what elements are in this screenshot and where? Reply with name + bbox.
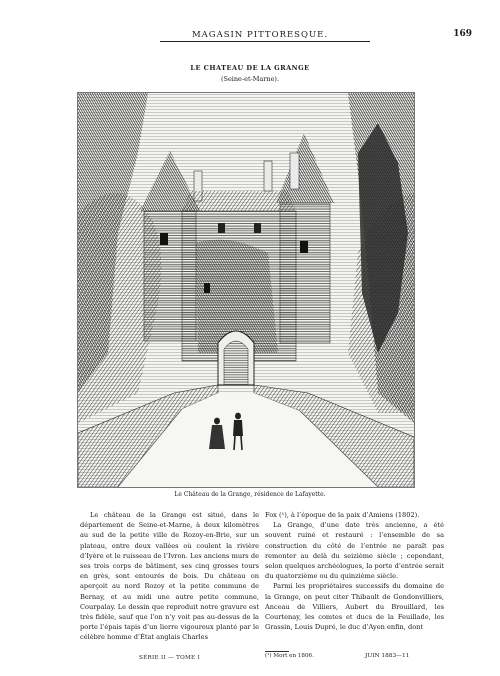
article-title: LE CHATEAU DE LA GRANGE — [190, 64, 310, 72]
paragraph-right-3: Parmi les propriétaires successifs du domaine de la Grange, on peut citer Thibault de Gondonvilliers, Anceau de Villiers, Aubert du Brouillard, les Courtenay, les comtes et ducs de la Feuillade, les Grassin, Louis Dupré, le duc d’Ayen enfin, dont — [265, 582, 444, 632]
footer-series: SÉRIE II — TOME I — [139, 655, 200, 661]
page-number: 169 — [453, 29, 472, 39]
magazine-title: MAGASIN PITTORESQUE. — [191, 30, 329, 40]
article-subtitle: (Seine-et-Marne). — [220, 75, 280, 83]
paragraph-left: Le château de la Grange est situé, dans le département de Seine-et-Marne, à deux kilomètres au sud de la petite ville de Rozoy-en-Brie, sur un plateau, entre deux vallées où coulent la rivière d’Iyère et le ruisseau de l’Ivron. Les anciens murs de ses trois corps de bâtiment, ses cinq grosses tours en grès, sont entourés de bois. Du château on aperçoit au nord Rozoy et la petite commune de Bernay, et au midi une autre petite commune, Courpalay. Le dessin que reproduit notre gravure est très fidèle, sauf que l’on n’y voit pas au-dessus de la porte l’épais tapis d’un lierre vigoureux planté par le célèbre homme d’État anglais Charles — [80, 511, 259, 642]
figure-caption: Le Château de la Grange, résidence de Lafayette. — [174, 491, 326, 498]
paragraph-right-1: Fox (¹), à l’époque de la paix d’Amiens (1802). — [265, 511, 420, 519]
header-rule — [160, 41, 370, 42]
text-column-right — [265, 510, 444, 632]
footnote: (¹) Mort en 1806. — [265, 653, 314, 659]
paragraph-right-2: La Grange, d’une date très ancienne, a été souvent ruiné et restauré : l’ensemble de sa construction du côté de l’entrée ne paraît pas remonter au delà du seizième siècle ; cependant, selon quelques archéologues, la porte d’entrée serait du quatorzième ou du quinzième siècle. — [265, 521, 444, 581]
chateau-engraving — [77, 92, 415, 488]
text-column-left — [80, 510, 259, 643]
footer-date: JUIN 1883—11 — [365, 653, 410, 659]
running-header — [60, 28, 472, 42]
footnote-rule — [265, 651, 289, 652]
